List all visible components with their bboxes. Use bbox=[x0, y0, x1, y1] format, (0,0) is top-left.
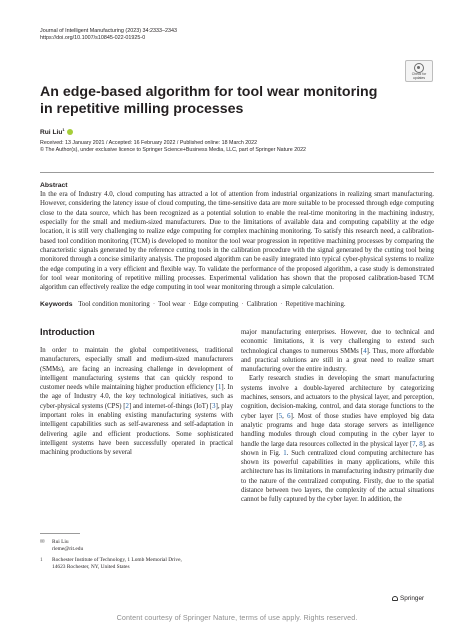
publisher-name: Springer bbox=[400, 595, 425, 602]
citation-link[interactable]: 8 bbox=[419, 440, 423, 448]
copyright-line: © The Author(s), under exclusive licence to Springer Science+Business Media, LLC, part of Springer Nature 2022 bbox=[40, 147, 306, 154]
check-for-updates-button[interactable] bbox=[405, 60, 433, 82]
keywords: Keywords Tool condition monitoring · Tool wear · Edge computing · Calibration · Repetitive machining. bbox=[40, 301, 346, 308]
citation-link[interactable]: 7 bbox=[412, 440, 416, 448]
left-column bbox=[40, 346, 233, 458]
citation-link[interactable]: 6 bbox=[287, 412, 291, 420]
right-column bbox=[241, 328, 434, 505]
citation-link[interactable]: 2 bbox=[125, 402, 129, 410]
affiliation-line: Rochester Institute of Technology, 1 Lomb Memorial Drive, bbox=[52, 557, 182, 564]
paragraph: Early research studies in developing the smart manufacturing systems involve a double-layered architecture by categorizing machines, sensors, and actuators to the physical layer, and perception, cognition, decision-making, control, and data storage functions to the cyber layer [5, 6]. Most of those studies have employed big data analytic programs and huge data storage servers as intelligence handling modules through cloud computing in the cyber layer to handle the large data resources collected in the physical layer [7, 8], as shown in Fig. 1. Such centralized cloud computing architecture has shown its powerful capabilities in many applications, while this architecture has its limitations in manufacturing industry primarily due to the nature of the centralized computing. Firstly, due to the spatial distance between two layers, the complexity of the actual situations cannot be fully captured by the cyber layer. In addition, the bbox=[241, 375, 435, 504]
author-line bbox=[40, 127, 73, 136]
abstract-heading: Abstract bbox=[40, 182, 68, 189]
introduction-heading: Introduction bbox=[40, 326, 95, 337]
keywords-label: Keywords bbox=[40, 301, 73, 308]
journal-citation: Journal of Intelligent Manufacturing (2023) 34:2333–2343 bbox=[40, 28, 177, 34]
keyword: Tool condition monitoring bbox=[78, 301, 150, 308]
check-updates-icon bbox=[414, 63, 424, 73]
journal-header bbox=[40, 28, 177, 42]
publisher-mark bbox=[392, 595, 424, 602]
envelope-icon: ✉ bbox=[40, 539, 45, 545]
citation-link[interactable]: 4 bbox=[363, 347, 367, 355]
keyword: Edge computing bbox=[193, 301, 239, 308]
citation-link[interactable]: 5 bbox=[278, 412, 283, 420]
check-updates-label-1: Check for bbox=[411, 72, 427, 76]
affiliation-note bbox=[40, 557, 182, 571]
affiliation-line: 14623 Rochester, NY, United States bbox=[52, 564, 130, 571]
paragraph: major manufacturing enterprises. However, due to technical and economic limitations, it is very challenging to extend such technological changes to numerous SMMs [4]. Thus, more affordable and practical solutions are still in a great need to realize smart manufacturing over the entire industry. bbox=[241, 329, 435, 374]
check-updates-label-2: updates bbox=[412, 75, 426, 80]
author-name[interactable]: Rui Liu bbox=[40, 129, 63, 137]
orcid-icon[interactable] bbox=[67, 129, 73, 135]
abstract-text: In the era of Industry 4.0, cloud computing has attracted a lot of attention from industrial organizations in realizing smart manufacturing. However, considering the latency issue of cloud computing, the time-sensitive data are more suitable to be processed through edge computing close to the data source, which has been recognized as a potential solution to enable the real-time monitoring in the machining industry, especially for the small and medium-sized manufacturers. Due to the limitations of available data and computing capability at the edge location, it is still very challenging to realize edge computing for complex machining monitoring. To satisfy this research need, a calibration-based tool condition monitoring (TCM) is developed to monitor the tool wear progression in repetitive machining processes by comparing the characteristic signals generated by the reference cutting tools in the calibration procedure with the signal generated by the cutting tool being monitored through a concise similarity analysis. The proposed algorithm can be easily integrated into typical cyber-physical systems to realize the edge computing in a very efficient and flexible way. To validate the performance of the proposed algorithm, a case study is demonstrated for tool wear monitoring of repetitive milling processes. Experimental validation has shown that the proposed calibration-based TCM algorithm can effectively realize the edge computing in tool wear monitoring through a simple calculation. bbox=[40, 191, 434, 292]
keyword: Tool wear bbox=[158, 301, 186, 308]
paper-title: An edge-based algorithm for tool wear monitoring in repetitive milling processes bbox=[40, 84, 378, 117]
footnote-author: Rui Liu bbox=[52, 539, 69, 545]
dates-line: Received: 13 January 2021 / Accepted: 16 February 2022 / Published online: 18 March 2022 bbox=[40, 140, 258, 146]
paragraph: In order to maintain the global competitiveness, traditional manufacturers, especially small and medium-sized manufacturers (SMMs), are facing an increasing challenge in development of intelligent manufacturing systems that can quickly respond to customer needs while maintaining higher production efficiency [1]. In the age of Industry 4.0, the key technological initiatives, such as cyber-physical systems (CPS) [2] and internet-of-things (IoT) [3], play important roles in enabling existing manufacturing systems with intelligent capabilities such as self-awareness and self-adaptation in delivering agile and efficient productions. Some sophisticated intelligent systems have been successfully operated in practical machining productions by several bbox=[40, 347, 233, 457]
keyword: Calibration bbox=[246, 301, 278, 308]
springer-horse-icon bbox=[392, 596, 398, 601]
corresponding-author-note bbox=[40, 539, 182, 553]
footnotes bbox=[40, 539, 182, 575]
footnote-divider bbox=[40, 533, 80, 534]
keyword: Repetitive machining. bbox=[285, 301, 346, 308]
affiliation-mark: 1 bbox=[40, 557, 43, 564]
figure-link[interactable]: 1 bbox=[283, 449, 287, 457]
author-email[interactable]: rleme@rit.edu bbox=[52, 546, 84, 553]
citation-link[interactable]: 1 bbox=[217, 384, 222, 392]
divider bbox=[40, 172, 434, 173]
publication-dates bbox=[40, 140, 306, 155]
author-affiliation-mark: 1 bbox=[62, 127, 65, 132]
citation-link[interactable]: 3 bbox=[212, 402, 216, 410]
doi-link[interactable]: https://doi.org/10.1007/s10845-022-01925-0 bbox=[40, 35, 146, 41]
courtesy-notice: Content courtesy of Springer Nature, terms of use apply. Rights reserved. bbox=[116, 613, 358, 622]
